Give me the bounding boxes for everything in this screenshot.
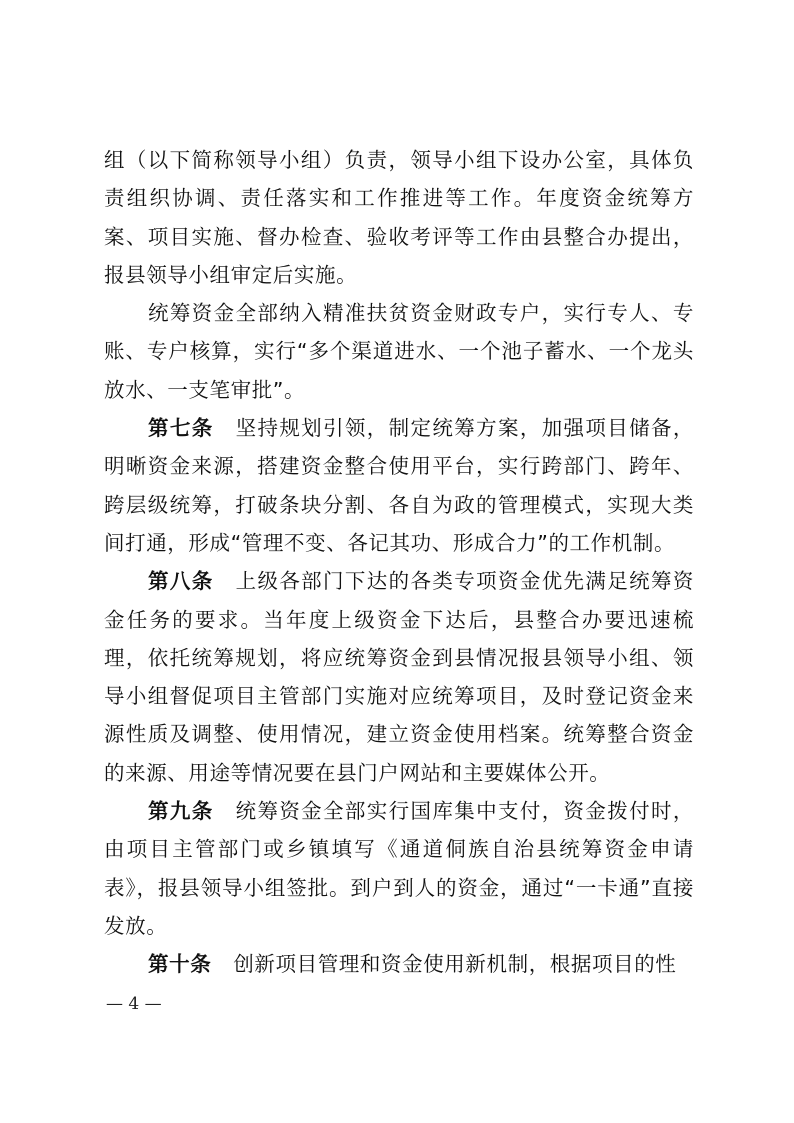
document-body [104, 141, 694, 984]
article-10-text: 创新项目管理和资金使用新机制，根据项目的性 [233, 952, 677, 977]
article-8 [104, 562, 694, 792]
article-7-label: 第七条 [148, 416, 214, 441]
page-number: — 4 — [106, 994, 162, 1014]
article-9 [104, 792, 694, 945]
article-8-text: 上级各部门下达的各类专项资金优先满足统筹资金任务的要求。当年度上级资金下达后，县整合办要迅速梳理，依托统筹规划，将应统筹资金到县情况报县领导小组、领导小组督促项目主管部门实施对应统筹项目，及时登记资金来源性质及调整、使用情况，建立资金使用档案。统筹整合资金的来源、用途等情况要在县门户网站和主要媒体公开。 [104, 569, 694, 785]
paragraph-continuation: 组（以下简称领导小组）负责，领导小组下设办公室，具体负责组织协调、责任落实和工作推进等工作。年度资金统筹方案、项目实施、督办检查、验收考评等工作由县整合办提出，报县领导小组审定后实施。 [104, 148, 694, 287]
paragraph-fund-account: 统筹资金全部纳入精准扶贫资金财政专户，实行专人、专账、专户核算，实行“多个渠道进水、一个池子蓄水、一个龙头放水、一支笔审批”。 [104, 301, 694, 402]
article-7 [104, 409, 694, 562]
article-9-text: 统筹资金全部实行国库集中支付，资金拨付时，由项目主管部门或乡镇填写《通道侗族自治县统筹资金申请表》，报县领导小组签批。到户到人的资金，通过“一卡通”直接发放。 [104, 799, 694, 938]
article-10-label: 第十条 [148, 952, 212, 977]
article-10 [104, 945, 694, 983]
article-7-text: 坚持规划引领，制定统筹方案，加强项目储备，明晰资金来源，搭建资金整合使用平台，实行跨部门、跨年、跨层级统筹，打破条块分割、各自为政的管理模式，实现大类间打通，形成“管理不变、各记其功、形成合力”的工作机制。 [104, 416, 694, 555]
article-8-label: 第八条 [148, 569, 214, 594]
article-9-label: 第九条 [148, 799, 214, 824]
